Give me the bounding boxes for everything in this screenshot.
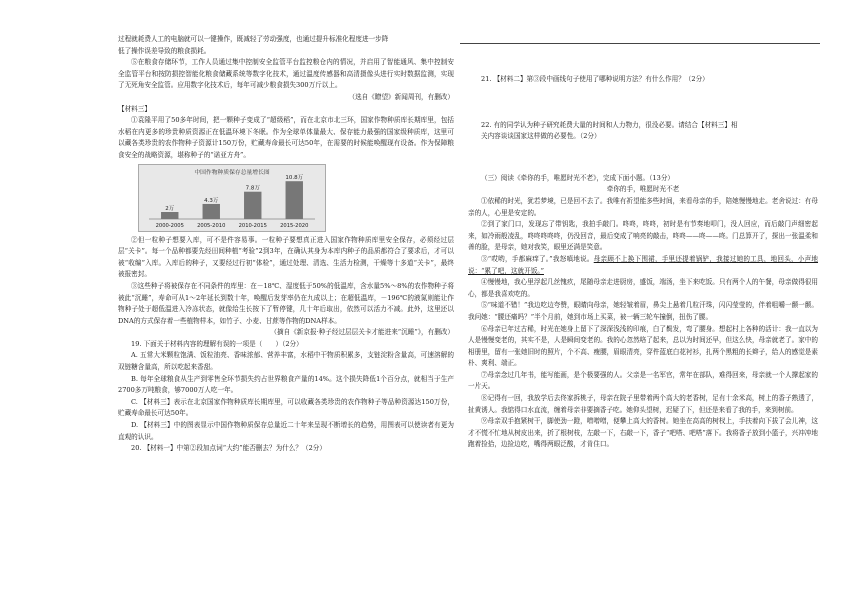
bar-0: [161, 212, 178, 219]
bar-value-label-0: 2万: [165, 205, 175, 212]
story-title: 牵你的手，唯愿时光不老: [606, 185, 680, 194]
paragraph-5: ⑤在粮食存储环节，工作人员通过集中控制安全监管平台监控粮仓内的情况，并启用了智能通风、集中控制安全监管平台和按防损控智能化粮食储藏系统等数字化技术，通过温度传感器和高清摄像头进行实时数据监测，实现了无死角安全监管。应用数字化技术后，每年可减少粮食损失300万斤以上。: [118, 58, 454, 90]
bar-2: [244, 191, 261, 218]
story-paragraph-4: ④慢慢地，我心里浮起几丝愧疚，尾随母亲走进厨房，盛饭，端汤，坐下来吃饭。只有两个人的午餐，母亲做得很用心，都是我喜欢吃的。: [468, 278, 818, 298]
story-paragraph-8: ⑧记得有一回，我放学后去佟家拆桃子，母亲在院子里带着两个高大的老香树，足有十余米高，树上的香子熟透了，扯黄诱人。我惦得口水直流，缠着母亲非要摘香子吃。她仰头望树，迟疑了下，但还是来看了我的手，来到树前。: [468, 394, 818, 414]
x-tick-label-0: 2000-2005: [155, 222, 184, 229]
bar-value-label-3: 10.8万: [285, 174, 304, 181]
story-paragraph-7: ⑦母亲念过几年书，能写能画，是个极要强的人。父亲是一名军官，常年在部队，难得回来，母亲就一个人撑起家的一片天。: [468, 370, 818, 391]
underlined-sentence: 母亲顾不上换下围裙，手里还提着锅铲，我接过她的工具，地回头，小声地说：“累了吧，这就开饭。”: [468, 254, 819, 275]
option-d: D. 【材料三】中的图表显示中国作物种质保存总量近二十年来呈现不断增长的趋势，用图表可以使读者有更为直观的认识。: [118, 421, 454, 441]
option-b: B. 每年全球粮食从生产到零售全环节损失约占世界粮食产量的14%。这个损失降低1个百分点，就相当于生产2700多万吨粮食，够7000万人吃一年。: [118, 374, 454, 395]
x-tick-label-1: 2005-2010: [197, 222, 226, 229]
material-3-label: 【材料三】: [118, 104, 151, 113]
right-column: [468, 34, 818, 451]
left-column: [118, 34, 454, 455]
story-paragraph-3: [468, 254, 818, 277]
intro-line-2: 低了操作误差导致的粮食损耗。: [118, 46, 211, 55]
question-21: 21. 【材料二】第③段中画线句子使用了哪种说明方法？有什么作用？（2分）: [481, 75, 709, 83]
source-note-1: （选自《瞭望》新闻周刊，有删改）: [348, 92, 454, 101]
story-paragraph-2: ②到了家门口，发现忘了带钥匙，我拍手敲门。咚咚，咚咚，初时是有节奏地叩门，没人回应，而后敲门声细密起来，如冷雨般凌乱，咚咚咚咚咚，仍没回音，最后变成了响亮的敲击，咚咚——咚——咚。门总算开了，探出一张温柔和善的脸，是母亲，她对我笑，眼里还满是笑意。: [468, 220, 818, 252]
story-paragraph-9: ⑨母亲双手抱紧树干，脚使劲一蹬，噌噌噌，便攀上高大的香树。她坐在高高的树杈上，手扶着向下拔了会儿神，这才不慌不忙地从树皮出来，折了根树枝，左敲一下，右敲一下，香子“吧嗒、吧嗒”落下。我将香子放到小篮子，兴冲冲地跑着捡拾，边捡边吃，嘴得两眼泛酸，才肯住口。: [468, 417, 818, 449]
section-3-heading: （三）阅读《牵你的手，唯愿时光不老》，完成下面小题。（13分）: [481, 173, 675, 182]
bar-value-label-1: 4.3万: [204, 197, 219, 204]
question-20: 20. 【材料一】中第②段加点词“大约”能否删去？为什么？（2分）: [131, 444, 326, 453]
option-a: A. 五常大米颗粒饱满、饭粒油亮、香味浓郁、营养丰富，水稻中干物质积累多，支链淀粉含量高，可速溶解的双链糖含量高，所以吃起来香甜。: [118, 351, 454, 372]
story-paragraph-6: ⑥母亲已年过古稀，时光在她身上留下了深深浅浅的印痕，白了鬓发，弯了腰身。想起村上各种的活计：我一直以为人是慢慢变老的，其实不是，人是瞬间变老的。我的心忽然咯了起来，总以为时间还早，但这么快，母亲就老了。家中的相册里，留有一张她旧时的照片，个不高、瘦腰，眉眼清亮，穿件蓝底白花衬衫，扎两个黑粗的长辫子，给人的感觉是素朴、爽利、端正。: [468, 324, 818, 368]
question-22-line-1: 22. 有的同学认为种子研究耗费大量的时间和人力物力，很没必要。请结合【材料三】相: [481, 120, 738, 129]
question-19: 19. 下面关于材料内容的理解有误的一项是（ ）（2分）: [131, 339, 303, 348]
source-note-2: （摘自《新京报·种子经过层层关卡才能进来“沉睡”》，有删改）: [270, 328, 454, 337]
bar-chart: [139, 165, 325, 231]
question-22-line-2: 关内容谈谈国家这样做的必要性。（2分）: [481, 132, 601, 141]
chart-title: 中国作物种质保存总量增长图: [194, 169, 270, 176]
paragraph-1: ①袁隆平用了50多年时间，把一颗种子变成了“超级稻”，而在北京市北三环，国家作物种质库长期库里，包括水稻在内更多的珍贵种质资源正在低温环境下冬眠。作为全球单体量最大、保存能力最强的国家级种质库，这里可以藏各类珍贵的农作物种子资源计150万份，贮藏寿命最长可达50年，在需要的时候能唤醒现有设备。作为保障粮食安全的战略资源，堪称种子的“诺亚方舟”。: [118, 116, 454, 159]
intro-line-1: 过程就耗费人工的电脑就可以一键操作，既减轻了劳动强度，也通过提升标准化程度进一步降: [118, 35, 389, 43]
paragraph-3: ③这些种子将被保存在不同条件的库里：在－18℃、湿度低于50%的低温库，含水量5%～8%的农作物种子将被此“沉睡”，寿命可从1～2年延长到数十年，唤醒后发芽率仍在九成以上；在超低温库，－196℃的液氮则能让作物种子处于超低温进入冷冻状态，就像给生长按下了暂停键，几十年后取出，依然可以活力不减。此外，这里还以DNA的方式保存着一些植物样本，如竹子、小麦、甘蔗等作物的DNA样本。: [118, 281, 454, 325]
option-c: C. 【材料三】表示在北京国家作物种质库长期库里，可以收藏各类珍贵的农作物种子等品种资源达150万份，贮藏寿命最长可达50年。: [118, 397, 454, 418]
bar-value-label-2: 7.8万: [245, 185, 260, 192]
chart-panel: [138, 164, 326, 232]
bar-1: [203, 203, 220, 218]
story-paragraph-3-text: ③“哎哟，手都麻痒了。”我怒嗔地说。: [481, 254, 594, 263]
x-tick-label-2: 2010-2015: [238, 222, 267, 229]
story-paragraph-5: ⑤“味道不错！”我边吃边夸赞，眼睛向母亲，她轻皱着眉，鼻尖上悬着几粒汗珠，闪闪莹莹的，伴着咀嚼一颤一颤。我问她：“腰还痛吗？”半个月前，她到市场上买菜，被一辆三轮车撞倒，扭伤了腰。: [468, 301, 818, 321]
story-paragraph-1: ①依稀的时光，犹若梦境，已是回不去了。我唯有祈望能多些时间，来看母亲的手，陪她慢慢地走。老舍说过：有母亲的人，心里是安定的。: [468, 196, 818, 217]
bar-3: [286, 181, 303, 219]
paragraph-2: ②但一粒种子想要入库，可不是件容易事。一粒种子要想真正进入国家作物种质库里安全保存，必须经过层层“关卡”。每一个品种都要先经田间种植“考验”2到3年，在确认其身为本库内种子的品质都符合了要求后，才可以被“收编”入库。入库后的种子，又要经过行初“体检”，通过处理、清选、生活力检测，干燥等十多道“关卡”，最终被报密封。: [118, 235, 454, 279]
x-tick-label-3: 2015-2020: [280, 222, 309, 229]
